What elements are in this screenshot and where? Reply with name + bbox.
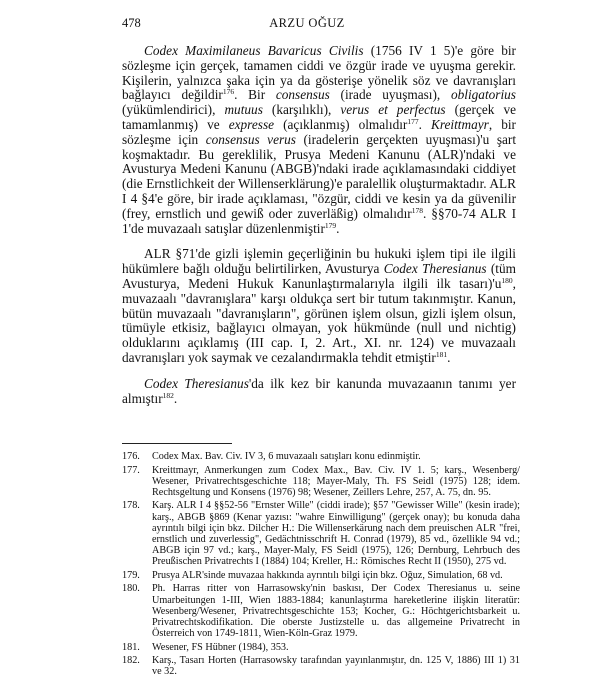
body-text xyxy=(122,44,516,406)
footnote-ref: 177 xyxy=(407,116,419,126)
footnotes xyxy=(122,451,520,680)
italic-term: obligatorius xyxy=(450,87,516,103)
italic-term: Codex Theresianus xyxy=(144,375,249,391)
footnote-text: Ph. Harras ritter von Harrasowsky'nin baskısı, Der Codex Theresianus u. seine Umarbeitungen 1-III, Wien 1883-1884; kanunlaştırma hareketlerine ilişkin literatür: Wesenberg/Wesener, Privatrechtsgeschichte 153; Kocher, G.: Höchtgerichtsbarkeit u. Privatrechtskodifikation. Die oberste Justizstelle u. das allgemeine Privatrecht in Österreich von 1749-1811, Wien-Köln-Graz 1979. xyxy=(152,583,520,640)
text-run: , bir sözleşme için xyxy=(122,116,516,147)
italic-term: consensus xyxy=(275,87,330,103)
footnote xyxy=(122,655,520,677)
footnote xyxy=(122,583,520,639)
footnote-ref: 176 xyxy=(222,87,235,97)
text-run: . xyxy=(418,116,431,132)
footnote-ref: 180 xyxy=(501,275,513,285)
footnote xyxy=(122,570,520,581)
text-run: (gerçek ve tamamlanmış) ve xyxy=(122,102,517,132)
footnote-ref: 179 xyxy=(324,220,337,230)
text-run: (açıklanmış) olmalıdır xyxy=(274,116,408,132)
text-run: ALR §71'de gizli işlemin geçerliğinin bu hukuki işlem tipi ile ilgili hükümlere bağlı olduğu belirtilirken, Avusturya xyxy=(122,246,516,277)
footnote xyxy=(122,451,520,462)
footnote-number: 179. xyxy=(122,569,140,581)
text-run: . §§70-74 ALR I 1'de muvazaalı satışlar düzenlenmiştir xyxy=(122,205,516,236)
text-run: , muvazaalı "davranışlara" karşı oldukça sert bir tutum takınmıştır. Kanun, bütün muvazaalı "davranışların", görünen işlem olsun, gizli işlem olsun, tümüyle etkisiz, bağlayıcı olmayan, yok hükmünde (null und nichtig) olduklarını açıklamış (III cap. I, 2. Art., XI. nr. 124) ve muvazaalı davranışları yok saymak ve cezalandırmakla tehdit etmiştir xyxy=(122,275,516,365)
footnote-ref: 181 xyxy=(435,349,448,359)
footnote-separator xyxy=(122,443,232,444)
italic-term: consensus verus xyxy=(205,131,296,147)
footnote-text: Prusya ALR'sinde muvazaa hakkında ayrıntılı bilgi için bkz. Oğuz, Simulation, 68 vd. xyxy=(152,569,503,581)
footnote-number: 180. xyxy=(122,583,140,595)
text-run: (tüm Avusturya, Medeni Hukuk Kanunlaştırmalarıyla ilgili ilk tasarı)'u xyxy=(122,261,516,291)
italic-term: mutuus xyxy=(224,102,263,118)
text-run: 'da ilk kez bir kanunda muvazaanın tanımı yer almıştır xyxy=(122,375,516,406)
text-run: . xyxy=(447,349,451,365)
text-run: (karşılıklı), xyxy=(262,102,341,118)
footnote-ref: 178 xyxy=(411,205,423,215)
footnote-text: Karş., Tasarı Horten (Harrasowsky tarafından yayınlanmıştır, dn. 125 V, 1886) III 1) 31 ve 32. xyxy=(152,655,520,678)
text-run: . Bir xyxy=(234,87,276,103)
footnote-text: Codex Max. Bav. Civ. IV 3, 6 muvazaalı satışları konu edinmiştir. xyxy=(152,451,421,462)
footnote-text: Kreittmayr, Anmerkungen zum Codex Max., Bav. Civ. IV 1. 5; karş., Wesenberg/ Wesener, Privatrechtsgeschichte 118; Mayer-Maly, Th. FS Seidl (1975) 128; idem. Rechtsgeltung und Konsens (1976) 98; Wesener, Zeillers Lehre, 257, A. 75, dn. 95. xyxy=(152,464,520,498)
text-run: . xyxy=(173,390,178,406)
paragraph xyxy=(122,377,516,407)
footnote xyxy=(122,465,520,499)
page-number: 478 xyxy=(122,16,141,30)
italic-term: Kreittmayr xyxy=(430,116,489,132)
footnote xyxy=(122,500,520,567)
running-header-author: ARZU OĞUZ xyxy=(269,16,345,30)
text-run: (yükümlendirici), xyxy=(122,102,225,118)
footnote xyxy=(122,642,520,653)
text-run: (iradelerin gerçekten uyuşması)'u şart koşmaktadır. Bu gereklilik, Prusya Medeni Kanunu (ALR)'ndaki ve Avusturya Medeni Kanunu (ABGB)'ndaki irade açıklamasındaki ciddiyet (die Ernstlichkeit der Willenserklärung)'e paralellik oluşturmaktadır. ALR I 4 §4'e göre, bir irade açıklaması, "özgür, ciddi ve kesin ya da güvenilir (frey, ernstlich und gewiß oder zuverläßig) olmalıdır xyxy=(122,131,517,221)
italic-term: Codex Theresianus xyxy=(383,261,487,277)
footnote-number: 182. xyxy=(122,655,140,667)
paragraph xyxy=(122,44,516,236)
italic-term: expresse xyxy=(228,116,275,132)
text-run: . xyxy=(336,220,340,236)
footnote-ref: 182 xyxy=(162,390,174,400)
footnote-number: 181. xyxy=(122,641,140,653)
footnote-text: Wesener, FS Hübner (1984), 353. xyxy=(152,641,289,653)
text-run: (irade uyuşması), xyxy=(329,87,451,103)
footnote-number: 178. xyxy=(122,500,140,512)
footnote-number: 176. xyxy=(122,451,140,462)
italic-term: Codex Maximilaneus Bavaricus Civilis xyxy=(144,43,364,58)
footnote-number: 177. xyxy=(122,464,140,476)
paragraph xyxy=(122,247,516,365)
text-run: (1756 IV 1 5)'e göre bir sözleşme için gerçek, tamamen ciddi ve özgür irade ve uyuşma gerekir. Kişilerin, yalnızca şaka için ya da gösterişe yönelik söz ve davranışları bağlayıcı değildir xyxy=(122,43,516,103)
footnote-text: Karş. ALR I 4 §§52-56 "Ernster Wille" (ciddi irade); §57 "Gewisser Wille" (kesin irade); karş., ABGB §869 (Kenar yazısı: "wahre Einwilligung" (gerçek onay); bu konuda daha ayrıntılı bilgi için bkz. Dilcher H.: Die Willenserkärung nach dem preuischen ALR "frei, ernstlich und zuverlessig", Gedächtnisschrift H. Conrad (1979), 85 vd., özellikle 94 vd.; ABGB için 97 vd.; karş., Mayer-Maly, FS Seidl (1975), 126; Dernburg, Lehrbuch des Preußischen Privatrechts I (1884) 104; Kreller, H.: Römisches Recht II (1950), 275 vd. xyxy=(152,500,520,568)
italic-term: verus et perfectus xyxy=(340,102,446,118)
